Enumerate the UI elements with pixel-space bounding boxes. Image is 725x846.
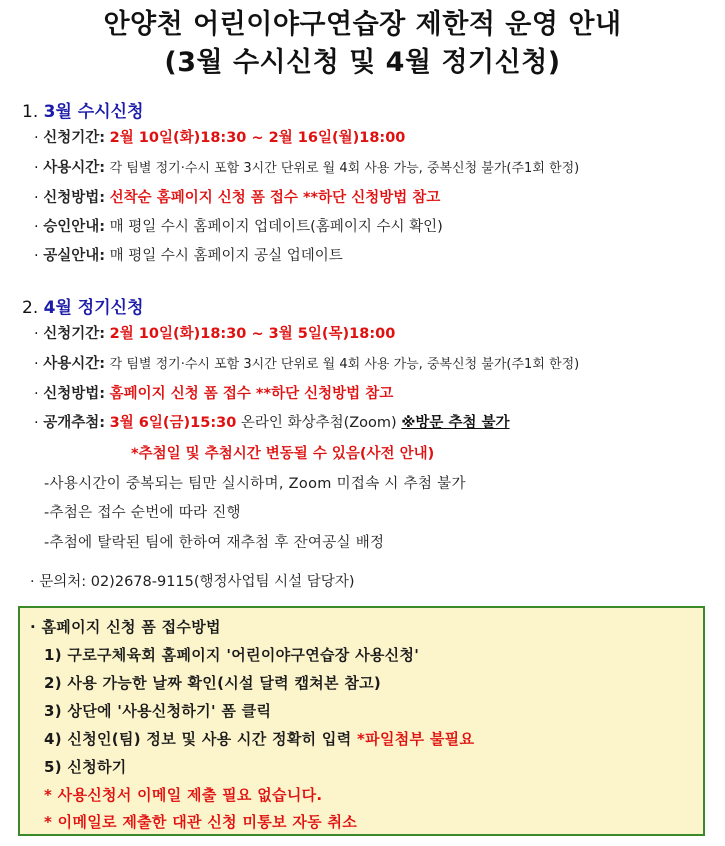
info-row-usage-time — [34, 158, 579, 179]
bullet: · — [34, 248, 39, 264]
bullet: · — [34, 190, 39, 206]
contact-info: · 문의처: 02)2678-9115(행정사업팀 시설 담당자) — [30, 574, 355, 590]
row-label: 신청방법: — [43, 386, 106, 402]
row-label: 사용시간: — [43, 160, 106, 176]
row-value: 각 팀별 정기·수시 포함 3시간 단위로 월 4회 사용 가능, 중복신청 불가(주1회 한정) — [109, 357, 580, 372]
page-subtitle: (3월 수시신청 및 4월 정기신청) — [164, 47, 561, 78]
info-row-apply-period — [34, 324, 395, 344]
info-row-public-draw — [34, 413, 510, 433]
howto-step: 2) 사용 가능한 날짜 확인(시설 달력 캡쳐본 참고) — [44, 674, 382, 692]
info-row-apply-method — [34, 188, 440, 208]
info-row-vacancy — [34, 246, 343, 266]
row-label: 승인안내: — [43, 219, 106, 235]
draw-rule-item: -추첨에 탈락된 팀에 한하여 재추첨 후 잔여공실 배정 — [44, 535, 385, 551]
bullet: · — [34, 160, 39, 176]
howto-note: * 이메일로 제출한 대관 신청 미통보 자동 취소 — [44, 813, 358, 831]
bullet: · — [34, 130, 39, 146]
row-label: 신청기간: — [43, 326, 106, 342]
section-title: 3월 수시신청 — [43, 102, 144, 122]
howto-heading: · 홈페이지 신청 폼 접수방법 — [30, 618, 221, 636]
info-row-approval — [34, 217, 443, 237]
howto-step-4 — [44, 728, 474, 749]
draw-method: 온라인 화상추첨(Zoom) — [236, 415, 402, 431]
draw-rule-item: -사용시간이 중복되는 팀만 실시하며, Zoom 미접속 시 추첨 불가 — [44, 476, 466, 492]
howto-step: 3) 상단에 '사용신청하기' 폼 클릭 — [44, 702, 272, 720]
draw-datetime: 3월 6일(금)15:30 — [109, 415, 237, 431]
row-value: 각 팀별 정기·수시 포함 3시간 단위로 월 4회 사용 가능, 중복신청 불가(주1회 한정) — [109, 161, 580, 176]
row-label: 공개추첨: — [43, 415, 106, 431]
row-value: 2월 10일(화)18:30 ~ 3월 5일(목)18:00 — [109, 326, 396, 342]
row-label: 신청기간: — [43, 130, 106, 146]
howto-step: 5) 신청하기 — [44, 758, 127, 776]
howto-box — [18, 606, 705, 836]
howto-step: 1) 구로구체육회 홈페이지 '어린이야구연습장 사용신청' — [44, 646, 420, 664]
info-row-usage-time — [34, 354, 579, 375]
info-row-apply-method — [34, 384, 393, 404]
row-value: 2월 10일(화)18:30 ~ 2월 16일(월)18:00 — [109, 130, 406, 146]
section-heading-march — [22, 97, 144, 122]
row-value: 홈페이지 신청 폼 접수 **하단 신청방법 참고 — [109, 386, 394, 402]
bullet: · — [34, 415, 39, 431]
page-title: 안양천 어린이야구연습장 제한적 운영 안내 — [103, 9, 622, 40]
bullet: · — [34, 326, 39, 342]
no-attachment-note: *파일첨부 불필요 — [357, 730, 475, 748]
row-label: 신청방법: — [43, 190, 106, 206]
section-heading-april — [22, 293, 144, 318]
row-label: 공실안내: — [43, 248, 106, 264]
row-value: 선착순 홈페이지 신청 폼 접수 **하단 신청방법 참고 — [109, 190, 441, 206]
section-number: 1. — [22, 102, 39, 122]
bullet: · — [34, 356, 39, 372]
row-label: 사용시간: — [43, 356, 106, 372]
section-number: 2. — [22, 298, 39, 318]
no-visit-notice: ※방문 추첨 불가 — [401, 415, 510, 431]
draw-rule-item: -추첨은 접수 순번에 따라 진행 — [44, 505, 241, 521]
section-title: 4월 정기신청 — [43, 298, 144, 318]
row-value: 매 평일 수시 홈페이지 공실 업데이트 — [109, 248, 343, 264]
info-row-apply-period — [34, 128, 405, 148]
draw-change-note: *추첨일 및 추첨시간 변동될 수 있음(사전 안내) — [131, 446, 435, 462]
row-value: 매 평일 수시 홈페이지 업데이트(홈페이지 수시 확인) — [109, 219, 443, 235]
howto-step-text: 4) 신청인(팀) 정보 및 사용 시간 정확히 입력 — [44, 730, 358, 748]
bullet: · — [34, 386, 39, 402]
bullet: · — [34, 219, 39, 235]
howto-note: * 사용신청서 이메일 제출 필요 없습니다. — [44, 786, 323, 804]
